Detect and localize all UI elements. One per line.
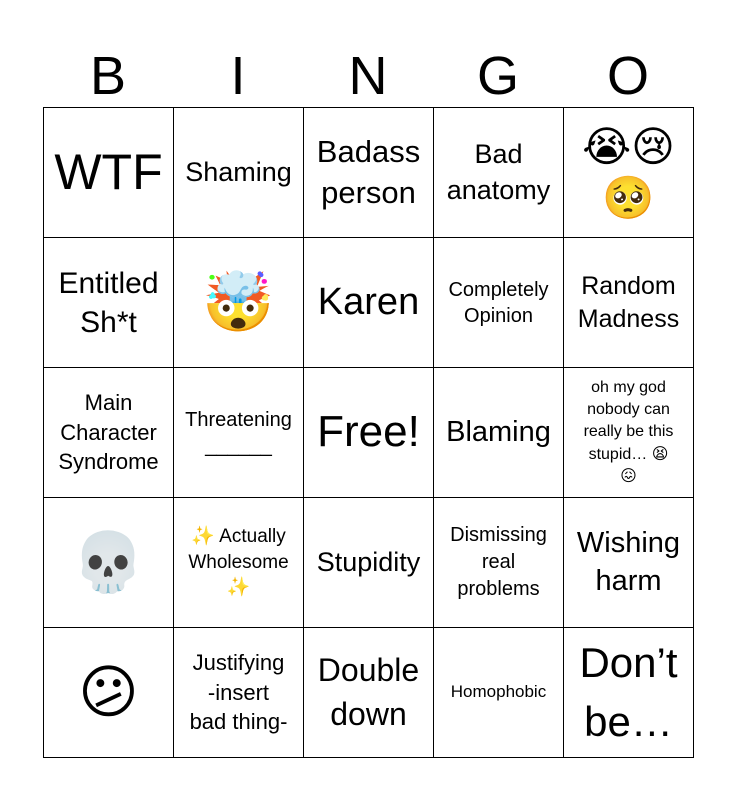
bingo-cell-text: Bad anatomy [446,139,551,205]
bingo-cell[interactable] [44,238,174,368]
header-letter-n: N [348,46,388,106]
bingo-cell-text: WTF [54,144,163,200]
header-letter-o: O [606,46,649,106]
bingo-cell[interactable] [174,628,304,758]
bingo-cell-text: Stupidity [316,547,421,578]
bingo-cell-text: 💀 [72,529,145,595]
bingo-cell-text: Free! [317,407,420,457]
bingo-cell[interactable] [174,368,304,498]
bingo-cell[interactable] [44,108,174,238]
bingo-cell[interactable] [44,368,174,498]
bingo-cell-text: Karen [317,280,420,323]
bingo-cell-text: Shaming [185,157,292,188]
bingo-cell[interactable] [434,238,564,368]
header-letter-i: I [230,46,246,106]
bingo-cell-text: Homophobic [450,682,547,702]
header-letter-b: B [89,46,127,106]
bingo-cell[interactable] [44,628,174,758]
bingo-cell-text: Blaming [446,416,551,449]
bingo-cell[interactable] [564,108,694,238]
bingo-cell[interactable] [434,368,564,498]
bingo-cell[interactable] [174,108,304,238]
bingo-cell[interactable] [434,498,564,628]
bingo-cell-text: Completely Opinion [448,278,549,327]
bingo-cell-text: 🤯 [202,269,275,335]
bingo-cell[interactable] [304,628,434,758]
bingo-cell[interactable] [304,498,434,628]
bingo-header [43,44,693,108]
bingo-cell-text: Don’t be… [579,638,678,745]
bingo-cell[interactable] [304,108,434,238]
bingo-cell-text: Wishing harm [576,526,681,597]
bingo-cell[interactable] [44,498,174,628]
bingo-cell[interactable] [434,108,564,238]
bingo-cell[interactable] [564,498,694,628]
bingo-cell-text: Justifying -insert bad thing- [189,649,288,735]
bingo-cell[interactable] [564,628,694,758]
bingo-cell[interactable] [174,498,304,628]
bingo-cell-text: 😕 [78,659,139,725]
bingo-cell[interactable] [434,628,564,758]
header-letter-g: G [476,46,519,106]
bingo-cell-text: Double down [317,652,420,732]
bingo-cell[interactable] [304,238,434,368]
bingo-cell-text: ✨ Actually Wholesome ✨ [188,526,289,599]
bingo-cell[interactable] [564,238,694,368]
bingo-cell-text: 😭😢 🥺 [582,123,675,221]
bingo-cell[interactable] [564,368,694,498]
bingo-cell-text: Badass person [316,134,421,210]
bingo-grid [43,107,694,758]
bingo-cell[interactable] [304,368,434,498]
bingo-cell-text: Entitled Sh*t [58,266,159,339]
bingo-cell-text: oh my god nobody can really be this stupid… 😫 😖 [583,378,674,486]
bingo-cell-text: Dismissing real problems [450,524,547,600]
bingo-cell-text: Random Madness [577,272,680,333]
bingo-cell-text: Threatening ______ [185,408,292,457]
bingo-cell[interactable] [174,238,304,368]
bingo-cell-text: Main Character Syndrome [58,389,159,475]
